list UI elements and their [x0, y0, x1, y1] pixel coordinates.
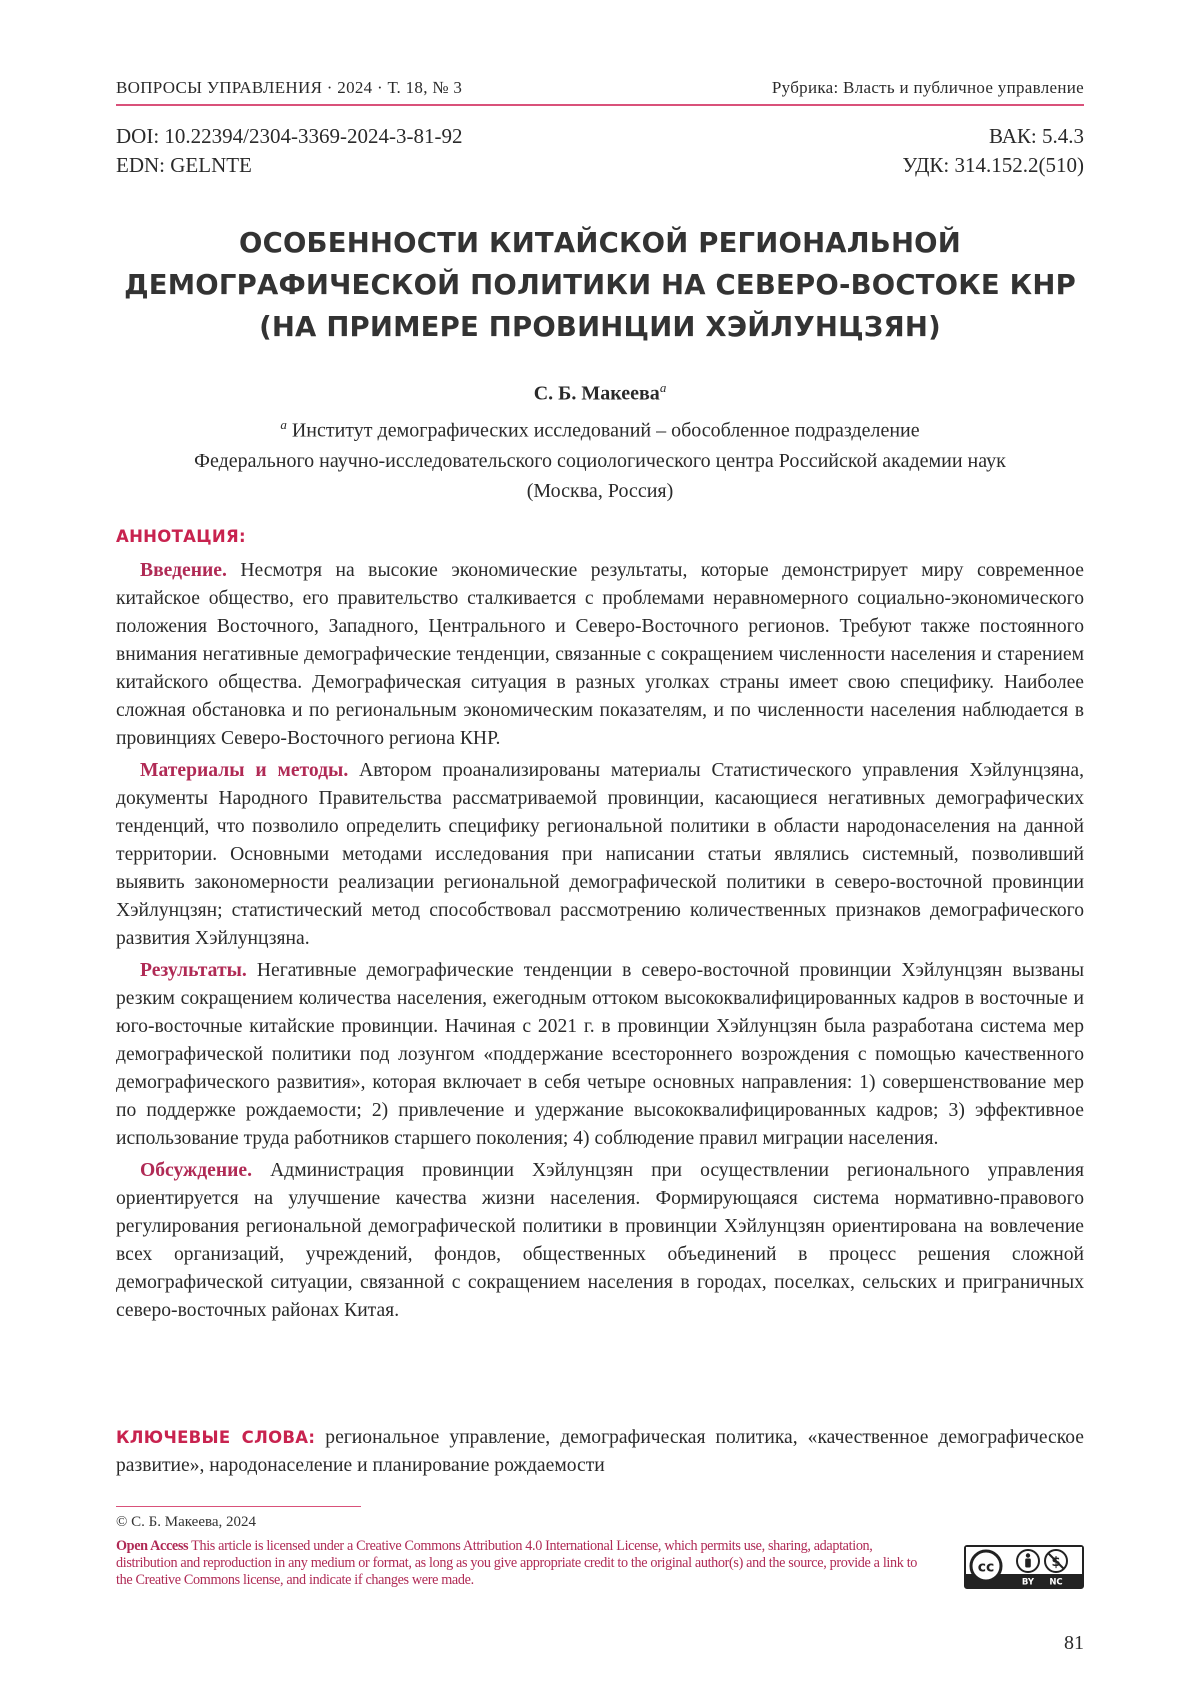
- by-label: BY: [1022, 1578, 1035, 1588]
- affiliation-line-3: (Москва, Россия): [116, 476, 1084, 506]
- license-text: This article is licensed under a Creative Commons Attribution 4.0 International License, which permits use, sharing, adaptation, distribution and reproduction in any medium or format, as long as you give appropriate credit to the original author(s) and the source, provide a link to the Creative Commons license, and indicate if changes were made.: [116, 1538, 917, 1588]
- author-affiliation-mark: a: [660, 380, 667, 395]
- footnote-divider: [116, 1506, 361, 1507]
- license-notice: [116, 1538, 936, 1589]
- vak-code: ВАК: 5.4.3: [989, 122, 1084, 151]
- svg-text:$: $: [1051, 1555, 1060, 1570]
- doi: DOI: 10.22394/2304-3369-2024-3-81-92: [116, 122, 462, 151]
- article-page: [0, 0, 1200, 1698]
- edn: EDN: GELNTE: [116, 151, 252, 180]
- header-divider: [116, 104, 1084, 106]
- keywords-label: КЛЮЧЕВЫЕ СЛОВА:: [116, 1428, 315, 1447]
- abstract-introduction: Введение. Несмотря на высокие экономические результаты, которые демонстрирует миру современное китайское общество, его правительство сталкивается с проблемами неравномерного социально-экономического положения Восточного, Западного, Центрального и Северо-Восточного регионов. Требуют также постоянного внимания негативные демографические тенденции, связанные с сокращением численности населения и старением китайского общества. Демографическая ситуация в разных уголках страны имеет свою специфику. Наиболее сложная обстановка и по региональным экономическим показателям, и по численности населения наблюдается в провинциях Северо-Восточного региона КНР.: [116, 557, 1084, 753]
- attribution-icon: [1017, 1550, 1039, 1572]
- cc-by-nc-badge[interactable]: [964, 1545, 1084, 1589]
- abstract-heading: АННОТАЦИЯ:: [116, 527, 246, 546]
- open-access-label: Open Access: [116, 1538, 188, 1554]
- affiliation: [116, 410, 1084, 506]
- cc-badge-graphic: [966, 1547, 1082, 1587]
- abstract-lead: Материалы и методы.: [140, 760, 348, 781]
- keywords: [116, 1424, 1084, 1480]
- udk-code: УДК: 314.152.2(510): [902, 151, 1084, 180]
- abstract-discussion: Обсуждение. Администрация провинции Хэйлунцзян при осуществлении регионального управления ориентируется на улучшение качества жизни населения. Формирующаяся система нормативно-правового регулирования региональной демографической политики в провинции Хэйлунцзян ориентирована на вовлечение всех организаций, учреждений, фондов, общественных объединений в процесс решения сложной демографической ситуации, связанной с сокращением населения в городах, поселках, сельских и приграничных северо-восточных районах Китая.: [116, 1157, 1084, 1325]
- journal-name: ВОПРОСЫ УПРАВЛЕНИЯ · 2024 · Т. 18, № 3: [116, 78, 462, 98]
- keywords-text: региональное управление, демографическая политика, «качественное демографическое развитие», народонаселение и планирование рождаемости: [116, 1427, 1084, 1476]
- author: [116, 380, 1084, 406]
- noncommercial-icon: [1045, 1550, 1067, 1572]
- abstract-lead: Введение.: [140, 560, 227, 581]
- title-line: ДЕМОГРАФИЧЕСКОЙ ПОЛИТИКИ НА СЕВЕРО-ВОСТОКЕ КНР: [116, 264, 1084, 306]
- nc-label: NC: [1049, 1578, 1062, 1588]
- cc-icon: [971, 1551, 1001, 1581]
- article-title: [116, 222, 1084, 348]
- copyright: © С. Б. Макеева, 2024: [116, 1514, 256, 1531]
- author-name: С. Б. Макеева: [534, 383, 660, 405]
- affiliation-line-2: Федерального научно-исследовательского социологического центра Российской академии наук: [116, 446, 1084, 476]
- abstract-results: Результаты. Негативные демографические тенденции в северо-восточной провинции Хэйлунцзян вызваны резким сокращением количества населения, ежегодным оттоком высококвалифицированных кадров в восточные и юго-восточные китайские провинции. Начиная с 2021 г. в провинции Хэйлунцзян была разработана система мер демографической политики под лозунгом «поддержание всестороннего возрождения с помощью качественного демографического развития», которая включает в себя четыре основных направления: 1) совершенствование мер по поддержке рождаемости; 2) привлечение и удержание высококвалифицированных кадров; 3) эффективное использование труда работников старшего поколения; 4) соблюдение правил миграции населения.: [116, 957, 1084, 1153]
- affiliation-line-1: Институт демографических исследований – обособленное подразделение: [292, 420, 920, 442]
- abstract-lead: Результаты.: [140, 960, 247, 981]
- abstract-methods: Материалы и методы. Автором проанализированы материалы Статистического управления Хэйлунцзяна, документы Народного Правительства рассматриваемой провинции, касающиеся негативных демографических тенденций, что позволило определить специфику региональной политики в области народонаселения на данной территории. Основными методами исследования при написании статьи являлись системный, позволивший выявить закономерности реализации региональной демографической политики в северо-восточной провинции Хэйлунцзян; статистический метод способствовал рассмотрению количественных признаков демографического развития Хэйлунцзяна.: [116, 757, 1084, 953]
- affiliation-mark: a: [280, 417, 287, 432]
- abstract-body: [116, 557, 1084, 1329]
- cc-icon-text: cc: [978, 1560, 995, 1576]
- title-line: (НА ПРИМЕРЕ ПРОВИНЦИИ ХЭЙЛУНЦЗЯН): [116, 306, 1084, 348]
- abstract-lead: Обсуждение.: [140, 1160, 252, 1181]
- running-head: [116, 72, 1084, 102]
- rubric: Рубрика: Власть и публичное управление: [772, 78, 1084, 98]
- page-number: 81: [1064, 1632, 1084, 1655]
- title-line: ОСОБЕННОСТИ КИТАЙСКОЙ РЕГИОНАЛЬНОЙ: [116, 222, 1084, 264]
